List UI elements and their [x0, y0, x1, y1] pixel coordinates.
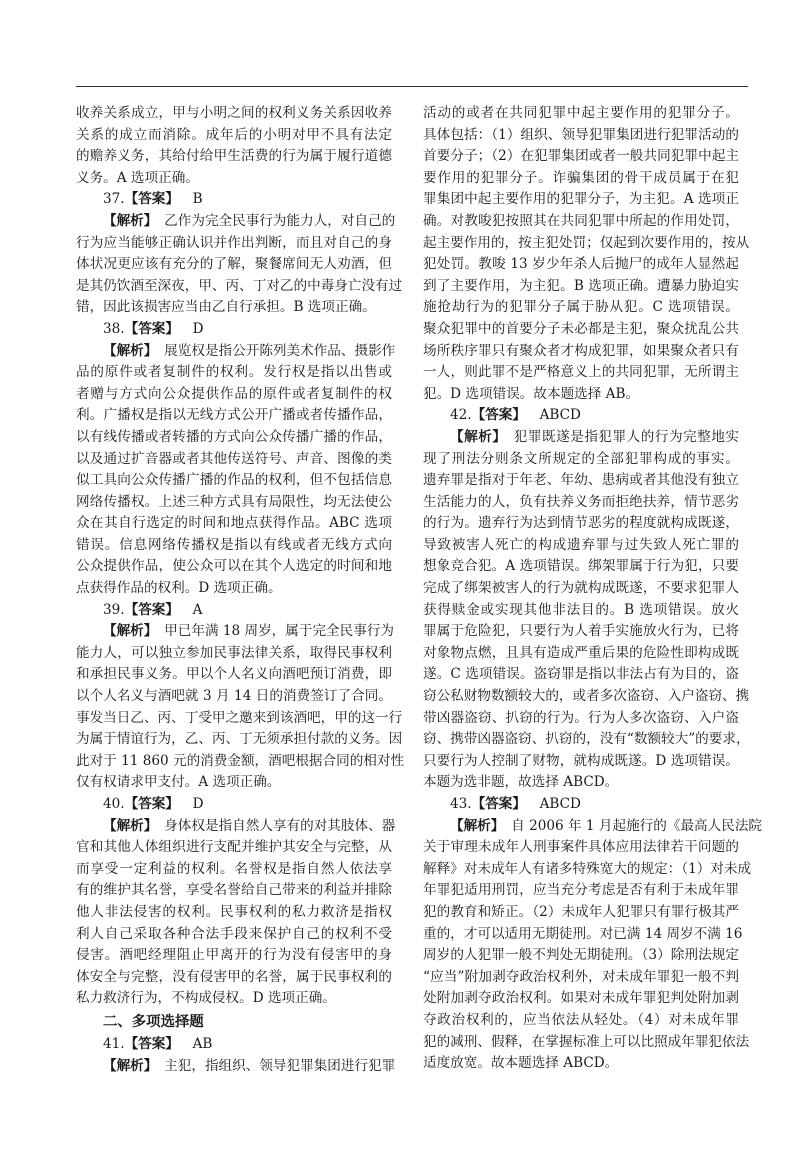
explanation-text: 主犯，指组织、领导犯罪集团进行犯罪 — [164, 1057, 396, 1074]
answer-value: AB — [192, 1035, 213, 1052]
question-number: 40. — [103, 796, 125, 812]
answer-line — [76, 1034, 392, 1056]
body-line: 聚众犯罪中的首要分子未必都是主犯，聚众扰乱公共 — [423, 320, 739, 337]
explanation-text: 犯罪既遂是指犯罪人的行为完整地实 — [513, 428, 740, 445]
explanation-tag: 【解析】 — [103, 623, 158, 640]
body-line: 遗弃罪是指对于年老、年幼、患病或者其他没有独立 — [423, 472, 739, 489]
body-line: 犯的教育和矫正。（2）未成年人犯罪只有罪行极其严 — [423, 903, 739, 920]
explanation-line — [76, 341, 396, 363]
body-line: 的行为。遗弃行为达到情节恶劣的程度就构成既遂， — [423, 515, 739, 532]
body-line: 解释》对未成年人有诸多特殊宽大的规定：（1）对未成 — [423, 860, 752, 877]
question-number: 43. — [450, 796, 472, 812]
body-line: 以有线传播或者转播的方式向公众传播广播的作品， — [76, 428, 392, 445]
body-line: 现了刑法分则条文所规定的全部犯罪构成的事实。 — [423, 450, 739, 467]
explanation-text: 自 2006 年 1 月起施行的《最高人民法院 — [511, 817, 763, 834]
body-line: 重的，才可以适用无期徒刑。对已满 14 周岁不满 16 — [423, 925, 743, 942]
body-line: 此对于 11 860 元的消费金额，酒吧根据合同的相对性 — [76, 752, 405, 769]
body-line: 罪属于危险犯，只要行为人着手实施放火行为，已将 — [423, 623, 739, 640]
body-line: 私力救济行为，不构成侵权。D 选项正确。 — [76, 990, 336, 1007]
body-line: 想象竞合犯。A 选项错误。绑架罪属于行为犯，只要 — [423, 558, 739, 575]
question-number: 41. — [103, 1035, 125, 1052]
explanation-tag: 【解析】 — [103, 342, 158, 359]
body-line: 众在其自行选定的时间和地点获得作品。ABC 选项 — [76, 515, 392, 532]
answer-line — [423, 405, 739, 427]
explanation-line — [76, 816, 396, 838]
answer-value: ABCD — [539, 796, 581, 812]
question-number: 37. — [103, 191, 125, 208]
answer-line — [76, 189, 392, 211]
section-heading: 二、多项选择题 — [103, 1013, 204, 1030]
question-number: 38. — [103, 320, 125, 337]
answer-tag: 【答案】 — [124, 1035, 179, 1052]
explanation-line — [76, 211, 396, 233]
explanation-tag: 【解析】 — [103, 1057, 158, 1074]
body-line: 施抢劫行为的犯罪分子属于胁从犯。C 选项错误。 — [423, 299, 739, 316]
body-line: 关系的成立而消除。成年后的小明对甲不具有法定 — [76, 126, 392, 143]
body-line: 以个人名义与酒吧就 3 月 14 日的消费签订了合同。 — [76, 688, 392, 705]
body-line: 到了主要作用，为主犯。B 选项正确。遭暴力胁迫实 — [423, 277, 739, 294]
body-line: 利人自己采取各种合法手段来保护自己的权利不受 — [76, 925, 392, 942]
body-line: 年罪犯适用刑罚，应当充分考虑是否有利于未成年罪 — [423, 882, 739, 899]
body-line: 具体包括：（1）组织、领导犯罪集团进行犯罪活动的 — [423, 126, 739, 143]
body-line: 关于审理未成年人刑事案件具体应用法律若干问题的 — [423, 839, 739, 856]
body-line: 网络传播权。上述三种方式具有局限性，均无法使公 — [76, 493, 392, 510]
body-line: 确。对教唆犯按照其在共同犯罪中所起的作用处罚， — [423, 212, 739, 229]
explanation-line — [76, 1056, 396, 1078]
body-line: 有的维护其名誉，享受名誉给自己带来的利益并排除 — [76, 882, 392, 899]
answer-tag: 【答案】 — [471, 796, 526, 812]
question-number: 39. — [103, 601, 125, 618]
body-line: 和承担民事义务。甲以个人名义向酒吧预订消费，即 — [76, 666, 392, 683]
answer-tag: 【答案】 — [124, 796, 179, 812]
body-line: 窃、携带凶器盗窃、扒窃的，没有“数额较大”的要求， — [423, 731, 750, 748]
body-line: 犯。D 选项错误。故本题选择 AB。 — [423, 385, 640, 402]
body-line: 带凶器盗窃、扒窃的行为。行为人多次盗窃、入户盗 — [423, 709, 739, 726]
explanation-tag: 【解析】 — [103, 212, 158, 229]
body-line: 场所秩序罪只有聚众者才构成犯罪，如果聚众者只有 — [423, 342, 739, 359]
body-line: 一人，则此罪不是严格意义上的共同犯罪，无所谓主 — [423, 364, 739, 381]
body-line: 对象物点燃，且具有造成严重后果的危险性即构成既 — [423, 644, 739, 661]
body-line: 只要行为人控制了财物，就构成既遂。D 选项错误。 — [423, 752, 739, 769]
answer-line — [423, 794, 739, 816]
answer-value: A — [192, 601, 203, 618]
explanation-tag: 【解析】 — [450, 428, 507, 445]
body-line: 体安全与完整，没有侵害甲的名誉，属于民事权利的 — [76, 968, 392, 985]
body-line: 获得赎金或实现其他非法目的。B 选项错误。放火 — [423, 601, 739, 618]
body-line: 本题为选非题，故选择 ABCD。 — [423, 774, 619, 791]
body-line: 是其仍饮酒至深夜，甲、丙、丁对乙的中毒身亡没有过 — [76, 277, 403, 294]
answer-value: D — [192, 320, 204, 337]
answer-tag: 【答案】 — [124, 601, 179, 618]
body-line: 完成了绑架被害人的行为就构成既遂，不要求犯罪人 — [423, 580, 739, 597]
body-line: 事发当日乙、丙、丁受甲之邀来到该酒吧，甲的这一行 — [76, 709, 403, 726]
explanation-text: 甲已年满 18 周岁，属于完全民事行为 — [164, 623, 395, 640]
body-line: 为属于情谊行为，乙、丙、丁无须承担付款的义务。因 — [76, 731, 403, 748]
body-line: 错误。信息网络传播权是指以有线或者无线方式向 — [76, 536, 392, 553]
body-line: 生活能力的人，负有扶养义务而拒绝扶养，情节恶劣 — [423, 493, 739, 510]
answer-value: B — [192, 191, 203, 208]
left-column — [76, 103, 405, 1077]
body-line: 犯的减刑、假释，在掌握标准上可以比照成年罪犯依法 — [423, 1033, 750, 1050]
body-line: 窃公私财物数额较大的，或者多次盗窃、入户盗窃、携 — [423, 688, 750, 705]
header-rule — [76, 86, 748, 87]
body-line: 周岁的人犯罪一般不判处无期徒刑。（3）除刑法规定 — [423, 947, 739, 964]
body-line: 侵害。酒吧经理阻止甲离开的行为没有侵害甲的身 — [76, 947, 392, 964]
body-line: 义务。A 选项正确。 — [76, 169, 199, 186]
body-line: 导致被害人死亡的构成遗弃罪与过失致人死亡罪的 — [423, 536, 739, 553]
explanation-tag: 【解析】 — [450, 817, 505, 834]
body-line: 遂。C 选项错误。盗窃罪是指以非法占有为目的，盗 — [423, 666, 739, 683]
question-number: 42. — [450, 407, 472, 424]
body-line: 仅有权请求甲支付。A 选项正确。 — [76, 774, 281, 791]
answer-value: D — [192, 796, 204, 812]
body-line: 活动的或者在共同犯罪中起主要作用的犯罪分子。 — [423, 105, 739, 121]
body-line: 首要分子；（2）在犯罪集团或者一般共同犯罪中起主 — [423, 148, 739, 165]
body-line: 点获得作品的权利。D 选项正确。 — [76, 580, 282, 597]
body-line: 能力人，可以独立参加民事法律关系，取得民事权利 — [76, 644, 392, 661]
body-line: 他人非法侵害的权利。民事权利的私力救济是指权 — [76, 903, 392, 920]
answer-tag: 【答案】 — [471, 407, 526, 424]
explanation-line — [76, 621, 395, 643]
answer-tag: 【答案】 — [124, 191, 179, 208]
body-line: 者赠与方式向公众提供作品的原件或者复制件的权 — [76, 385, 392, 402]
body-line: 行为应当能够正确认识并作出判断，而且对自己的身 — [76, 234, 392, 251]
body-line: 品的原件或者复制件的权利。发行权是指以出售或 — [76, 364, 392, 381]
answer-line — [76, 600, 392, 622]
right-column — [423, 103, 763, 1075]
body-line: “应当”附加剥夺政治权利外，对未成年罪犯一般不判 — [423, 968, 739, 985]
body-line: 公众提供作品，使公众可以在其个人选定的时间和地 — [76, 558, 392, 575]
answer-tag: 【答案】 — [124, 320, 179, 337]
body-line: 夺政治权利的，应当依法从轻处。（4）对未成年罪 — [423, 1011, 739, 1028]
body-line: 的赡养义务，其给付给甲生活费的行为属于履行道德 — [76, 148, 392, 165]
explanation-line — [423, 427, 739, 449]
body-line: 犯处罚。教唆 13 岁少年杀人后抛尸的成年人显然起 — [423, 256, 739, 273]
body-line: 而享受一定利益的权利。名誉权是指自然人依法享 — [76, 860, 392, 877]
answer-line — [76, 794, 392, 816]
body-line: 罪集团中起主要作用的犯罪分子，为主犯。A 选项正 — [423, 191, 739, 208]
body-line: 要作用的犯罪分子。诈骗集团的骨干成员属于在犯 — [423, 169, 739, 186]
explanation-text: 展览权是指公开陈列美术作品、摄影作 — [164, 342, 396, 359]
body-line: 体状况更应该有充分的了解，聚餐席间无人劝酒，但 — [76, 256, 392, 273]
body-line: 处附加剥夺政治权利。如果对未成年罪犯判处附加剥 — [423, 990, 739, 1007]
body-line: 收养关系成立，甲与小明之间的权利义务关系因收养 — [76, 105, 392, 121]
explanation-tag: 【解析】 — [103, 817, 158, 834]
explanation-line — [423, 816, 763, 838]
explanation-text: 身体权是指自然人享有的对其肢体、器 — [164, 817, 396, 834]
body-line: 错，因此该损害应当由乙自行承担。B 选项正确。 — [76, 299, 376, 316]
body-line: 利。广播权是指以无线方式公开广播或者传播作品， — [76, 407, 392, 424]
body-line: 起主要作用的，按主犯处罚；仅起到次要作用的，按从 — [423, 234, 750, 251]
explanation-text: 乙作为完全民事行为能力人，对自己的 — [164, 212, 396, 229]
body-line: 似工具向公众传播广播的作品的权利，但不包括信息 — [76, 472, 392, 489]
body-line: 适度放宽。故本题选择 ABCD。 — [423, 1055, 619, 1072]
answer-value: ABCD — [539, 407, 581, 424]
body-line: 以及通过扩音器或者其他传送符号、声音、图像的类 — [76, 450, 392, 467]
answer-line — [76, 319, 392, 341]
body-line: 官和其他人体组织进行支配并维护其安全与完整，从 — [76, 839, 392, 856]
